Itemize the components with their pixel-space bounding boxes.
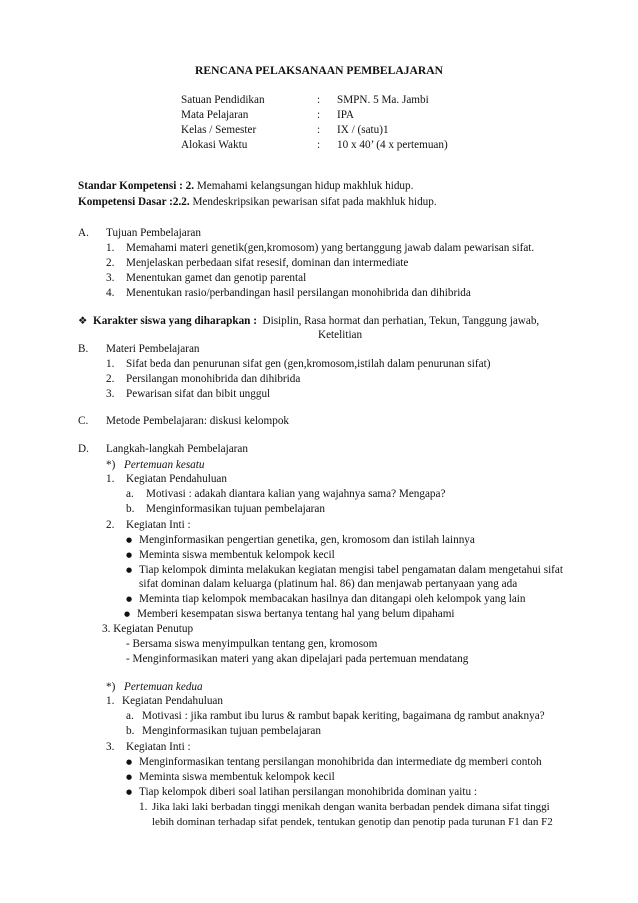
kd-text: Mendeskripsikan pewarisan sifat pada makhluk hidup. bbox=[189, 196, 437, 208]
info-sep: : bbox=[317, 139, 321, 151]
bullet-icon: ● bbox=[126, 773, 133, 781]
list-number: 4. bbox=[106, 287, 115, 299]
info-value: IPA bbox=[337, 109, 354, 121]
list-item: Menginformasikan tentang persilangan monohibrida dan intermediate dg memberi contoh bbox=[139, 756, 542, 768]
list-item: Menjelaskan perbedaan sifat resesif, dominan dan intermediate bbox=[126, 257, 409, 269]
list-item: Menginformasikan tujuan pembelajaran bbox=[142, 725, 321, 737]
sub-number: 1. bbox=[139, 801, 148, 813]
karakter-text-cont: Ketelitian bbox=[318, 329, 363, 341]
sk-text: Memahami kelangsungan hidup makhluk hidup. bbox=[194, 180, 414, 192]
bullet-icon: ● bbox=[126, 536, 133, 544]
sub-item-cont: lebih dominan terhadap sifat pendek, tentukan genotip dan penotip pada turunan F1 dan F2 bbox=[152, 816, 553, 828]
bullet-icon: ● bbox=[126, 566, 133, 574]
list-letter: b. bbox=[126, 725, 135, 737]
list-number: 3. bbox=[106, 272, 115, 284]
bullet-icon: ● bbox=[126, 788, 133, 796]
list-number: 1. bbox=[106, 242, 115, 254]
standar-kompetensi bbox=[78, 179, 413, 193]
info-sep: : bbox=[317, 124, 321, 136]
info-label: Mata Pelajaran bbox=[181, 109, 249, 121]
bullet-icon: ● bbox=[126, 595, 133, 603]
step-title: Kegiatan Pendahuluan bbox=[126, 473, 227, 485]
list-number: 1. bbox=[106, 358, 115, 370]
list-item: Meminta tiap kelompok membacakan hasilnya dan ditangapi oleh kelompok yang lain bbox=[139, 593, 526, 605]
meeting-title: Pertemuan kesatu bbox=[124, 459, 205, 471]
list-item: Memahami materi genetik(gen,kromosom) yang bertanggung jawab dalam pewarisan sifat. bbox=[126, 242, 535, 254]
list-item: Motivasi : jika rambut ibu lurus & rambut bapak keriting, bagaimana dg rambut anaknya? bbox=[142, 710, 545, 722]
info-sep: : bbox=[317, 94, 321, 106]
list-item-cont: sifat dominan dalam keluarga (platinum hal. 86) dan menjawab pertanyaan yang ada bbox=[139, 578, 518, 590]
karakter-line bbox=[78, 314, 539, 328]
list-number: 2. bbox=[106, 373, 115, 385]
section-b-letter: B. bbox=[78, 343, 89, 355]
sk-label: Standar Kompetensi : 2. bbox=[78, 180, 195, 192]
list-item: Meminta siswa membentuk kelompok kecil bbox=[139, 549, 335, 561]
kd-label: Kompetensi Dasar :2.2. bbox=[78, 196, 190, 208]
page-title: RENCANA PELAKSANAAN PEMBELAJARAN bbox=[195, 64, 443, 77]
info-label: Satuan Pendidikan bbox=[181, 94, 265, 106]
step-title: Kegiatan Pendahuluan bbox=[122, 695, 223, 707]
step-title: 3. Kegiatan Penutup bbox=[102, 623, 194, 635]
list-item: Tiap kelompok diminta melakukan kegiatan mengisi tabel pengamatan dalam mengetahui sifat bbox=[139, 564, 563, 576]
meeting-marker: *) bbox=[106, 459, 116, 471]
bullet-icon: ● bbox=[126, 551, 133, 559]
list-item: Pewarisan sifat dan bibit unggul bbox=[126, 388, 271, 400]
section-b-heading: Materi Pembelajaran bbox=[106, 343, 200, 355]
section-c-letter: C. bbox=[78, 415, 89, 427]
list-item: Menentukan gamet dan genotip parental bbox=[126, 272, 307, 284]
info-value: SMPN. 5 Ma. Jambi bbox=[337, 94, 429, 106]
info-label: Kelas / Semester bbox=[181, 124, 257, 136]
list-item: Persilangan monohibrida dan dihibrida bbox=[126, 373, 301, 385]
list-number: 3. bbox=[106, 388, 115, 400]
info-value: 10 x 40’ (4 x pertemuan) bbox=[337, 139, 448, 151]
karakter-label: Karakter siswa yang diharapkan : bbox=[93, 315, 257, 327]
section-c-text: Metode Pembelajaran: diskusi kelompok bbox=[106, 415, 290, 427]
section-a-heading: Tujuan Pembelajaran bbox=[106, 227, 201, 239]
karakter-text: Disiplin, Rasa hormat dan perhatian, Tekun, Tanggung jawab, bbox=[262, 315, 540, 327]
info-label: Alokasi Waktu bbox=[181, 139, 248, 151]
list-item: - Menginformasikan materi yang akan dipelajari pada pertemuan mendatang bbox=[126, 653, 469, 665]
list-item: - Bersama siswa menyimpulkan tentang gen, kromosom bbox=[126, 638, 378, 650]
list-item: Motivasi : adakah diantara kalian yang wajahnya sama? Mengapa? bbox=[146, 488, 446, 500]
bullet-icon: ● bbox=[124, 610, 131, 618]
step-number: 1. bbox=[106, 473, 115, 485]
list-letter: b. bbox=[126, 503, 135, 515]
meeting-marker: *) bbox=[106, 681, 116, 693]
section-d-letter: D. bbox=[78, 443, 89, 455]
list-item: Sifat beda dan penurunan sifat gen (gen,kromosom,istilah dalam penurunan sifat) bbox=[126, 358, 491, 370]
section-a-letter: A. bbox=[78, 227, 89, 239]
bullet-icon: ● bbox=[126, 758, 133, 766]
step-title: Kegiatan Inti : bbox=[126, 741, 191, 753]
list-number: 2. bbox=[106, 257, 115, 269]
step-title: Kegiatan Inti : bbox=[126, 519, 191, 531]
list-item: Memberi kesempatan siswa bertanya tentang hal yang belum dipahami bbox=[137, 608, 455, 620]
sub-item: Jika laki laki berbadan tinggi menikah dengan wanita berbadan pendek dimana sifat tinggi bbox=[152, 801, 550, 813]
list-letter: a. bbox=[126, 488, 134, 500]
list-item: Menginformasikan pengertian genetika, gen, kromosom dan istilah lainnya bbox=[139, 534, 475, 546]
list-item: Meminta siswa membentuk kelompok kecil bbox=[139, 771, 335, 783]
list-item: Menginformasikan tujuan pembelajaran bbox=[146, 503, 325, 515]
info-value: IX / (satu)1 bbox=[337, 124, 389, 136]
meeting-title: Pertemuan kedua bbox=[124, 681, 203, 693]
info-sep: : bbox=[317, 109, 321, 121]
kompetensi-dasar bbox=[78, 195, 437, 209]
step-number: 1. bbox=[106, 695, 115, 707]
list-item: Tiap kelompok diberi soal latihan persilangan monohibrida dominan yaitu : bbox=[139, 786, 477, 798]
diamond-bullet-icon: ❖ bbox=[78, 315, 88, 327]
list-letter: a. bbox=[126, 710, 134, 722]
step-number: 3. bbox=[106, 741, 115, 753]
section-d-heading: Langkah-langkah Pembelajaran bbox=[106, 443, 248, 455]
step-number: 2. bbox=[106, 519, 115, 531]
list-item: Menentukan rasio/perbandingan hasil persilangan monohibrida dan dihibrida bbox=[126, 287, 471, 299]
